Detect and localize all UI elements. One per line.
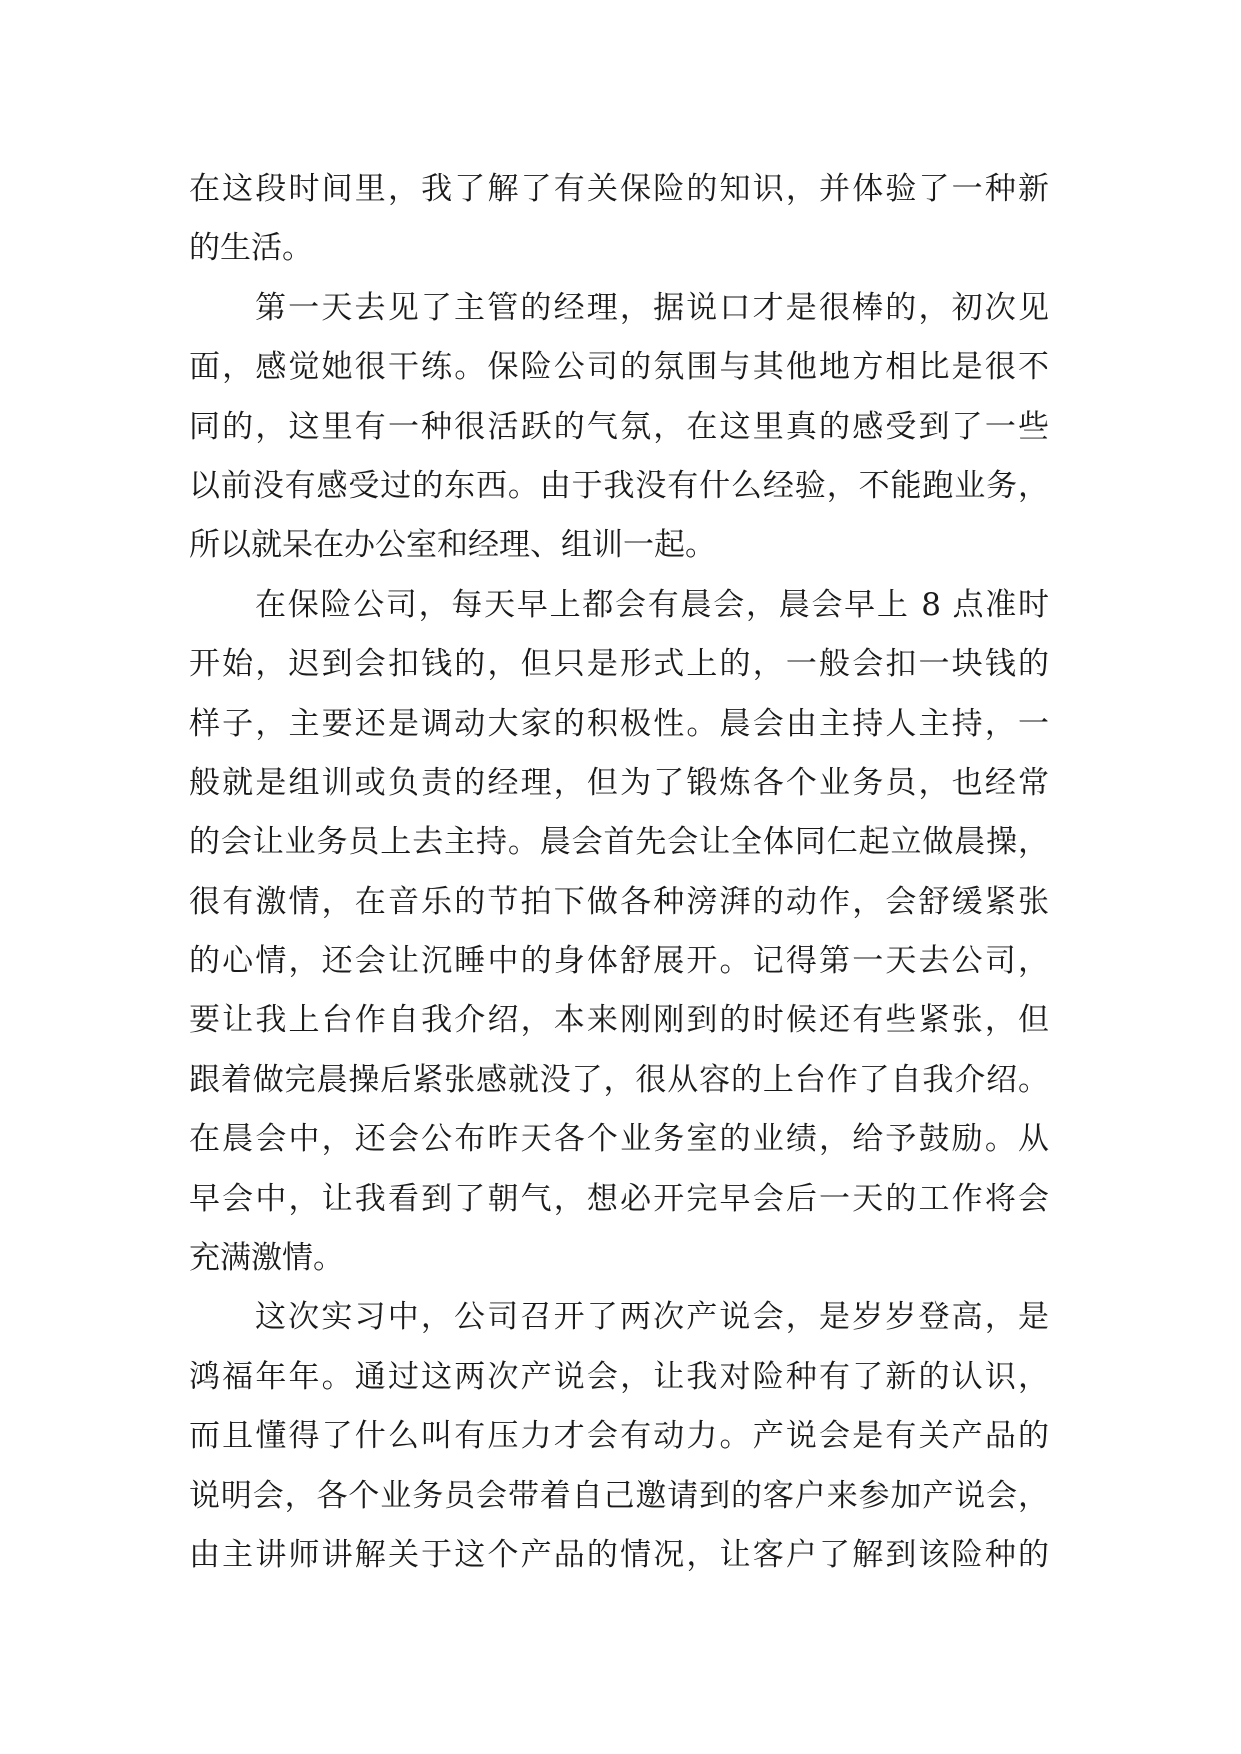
text-line: 跟着做完晨操后紧张感就没了，很从容的上台作了自我介绍。 (189, 1061, 1049, 1098)
text-line: 很有激情，在音乐的节拍下做各种滂湃的动作，会舒缓紧张 (189, 883, 1049, 920)
text-line: 的心情，还会让沉睡中的身体舒展开。记得第一天去公司， (189, 943, 1049, 980)
text-line: 由主讲师讲解关于这个产品的情况，让客户了解到该险种的 (189, 1536, 1049, 1573)
text-line: 以前没有感受过的东西。由于我没有什么经验，不能跑业务， (189, 467, 1049, 504)
text-line: 同的，这里有一种很活跃的气氛，在这里真的感受到了一些 (189, 408, 1049, 445)
text-line: 的生活。 (189, 230, 313, 267)
text-line: 鸿福年年。通过这两次产说会，让我对险种有了新的认识， (189, 1358, 1049, 1395)
text-line: 样子，主要还是调动大家的积极性。晨会由主持人主持，一 (189, 705, 1049, 742)
text-line: 第一天去见了主管的经理，据说口才是很棒的，初次见 (255, 289, 1049, 326)
body-text (189, 160, 1049, 1585)
text-line: 这次实习中，公司召开了两次产说会，是岁岁登高，是 (255, 1299, 1049, 1336)
text-line: 所以就呆在办公室和经理、组训一起。 (189, 527, 716, 564)
text-line: 充满激情。 (189, 1240, 344, 1277)
text-line: 早会中，让我看到了朝气，想必开完早会后一天的工作将会 (189, 1180, 1049, 1217)
text-line: 在这段时间里，我了解了有关保险的知识，并体验了一种新 (189, 171, 1049, 207)
text-line: 要让我上台作自我介绍，本来刚刚到的时候还有些紧张，但 (189, 1002, 1049, 1039)
text-line: 而且懂得了什么叫有压力才会有动力。产说会是有关产品的 (189, 1418, 1049, 1455)
text-line: 面，感觉她很干练。保险公司的氛围与其他地方相比是很不 (189, 349, 1049, 386)
text-line: 在晨会中，还会公布昨天各个业务室的业绩，给予鼓励。从 (189, 1121, 1049, 1158)
text-line: 般就是组训或负责的经理，但为了锻炼各个业务员，也经常 (189, 764, 1049, 801)
text-line: 开始，迟到会扣钱的，但只是形式上的，一般会扣一块钱的 (189, 646, 1049, 683)
text-line: 在保险公司，每天早上都会有晨会，晨会早上 8 点准时 (255, 586, 1049, 623)
text-line: 说明会，各个业务员会带着自己邀请到的客户来参加产说会， (189, 1477, 1049, 1514)
text-line: 的会让业务员上去主持。晨会首先会让全体同仁起立做晨操， (189, 824, 1049, 861)
